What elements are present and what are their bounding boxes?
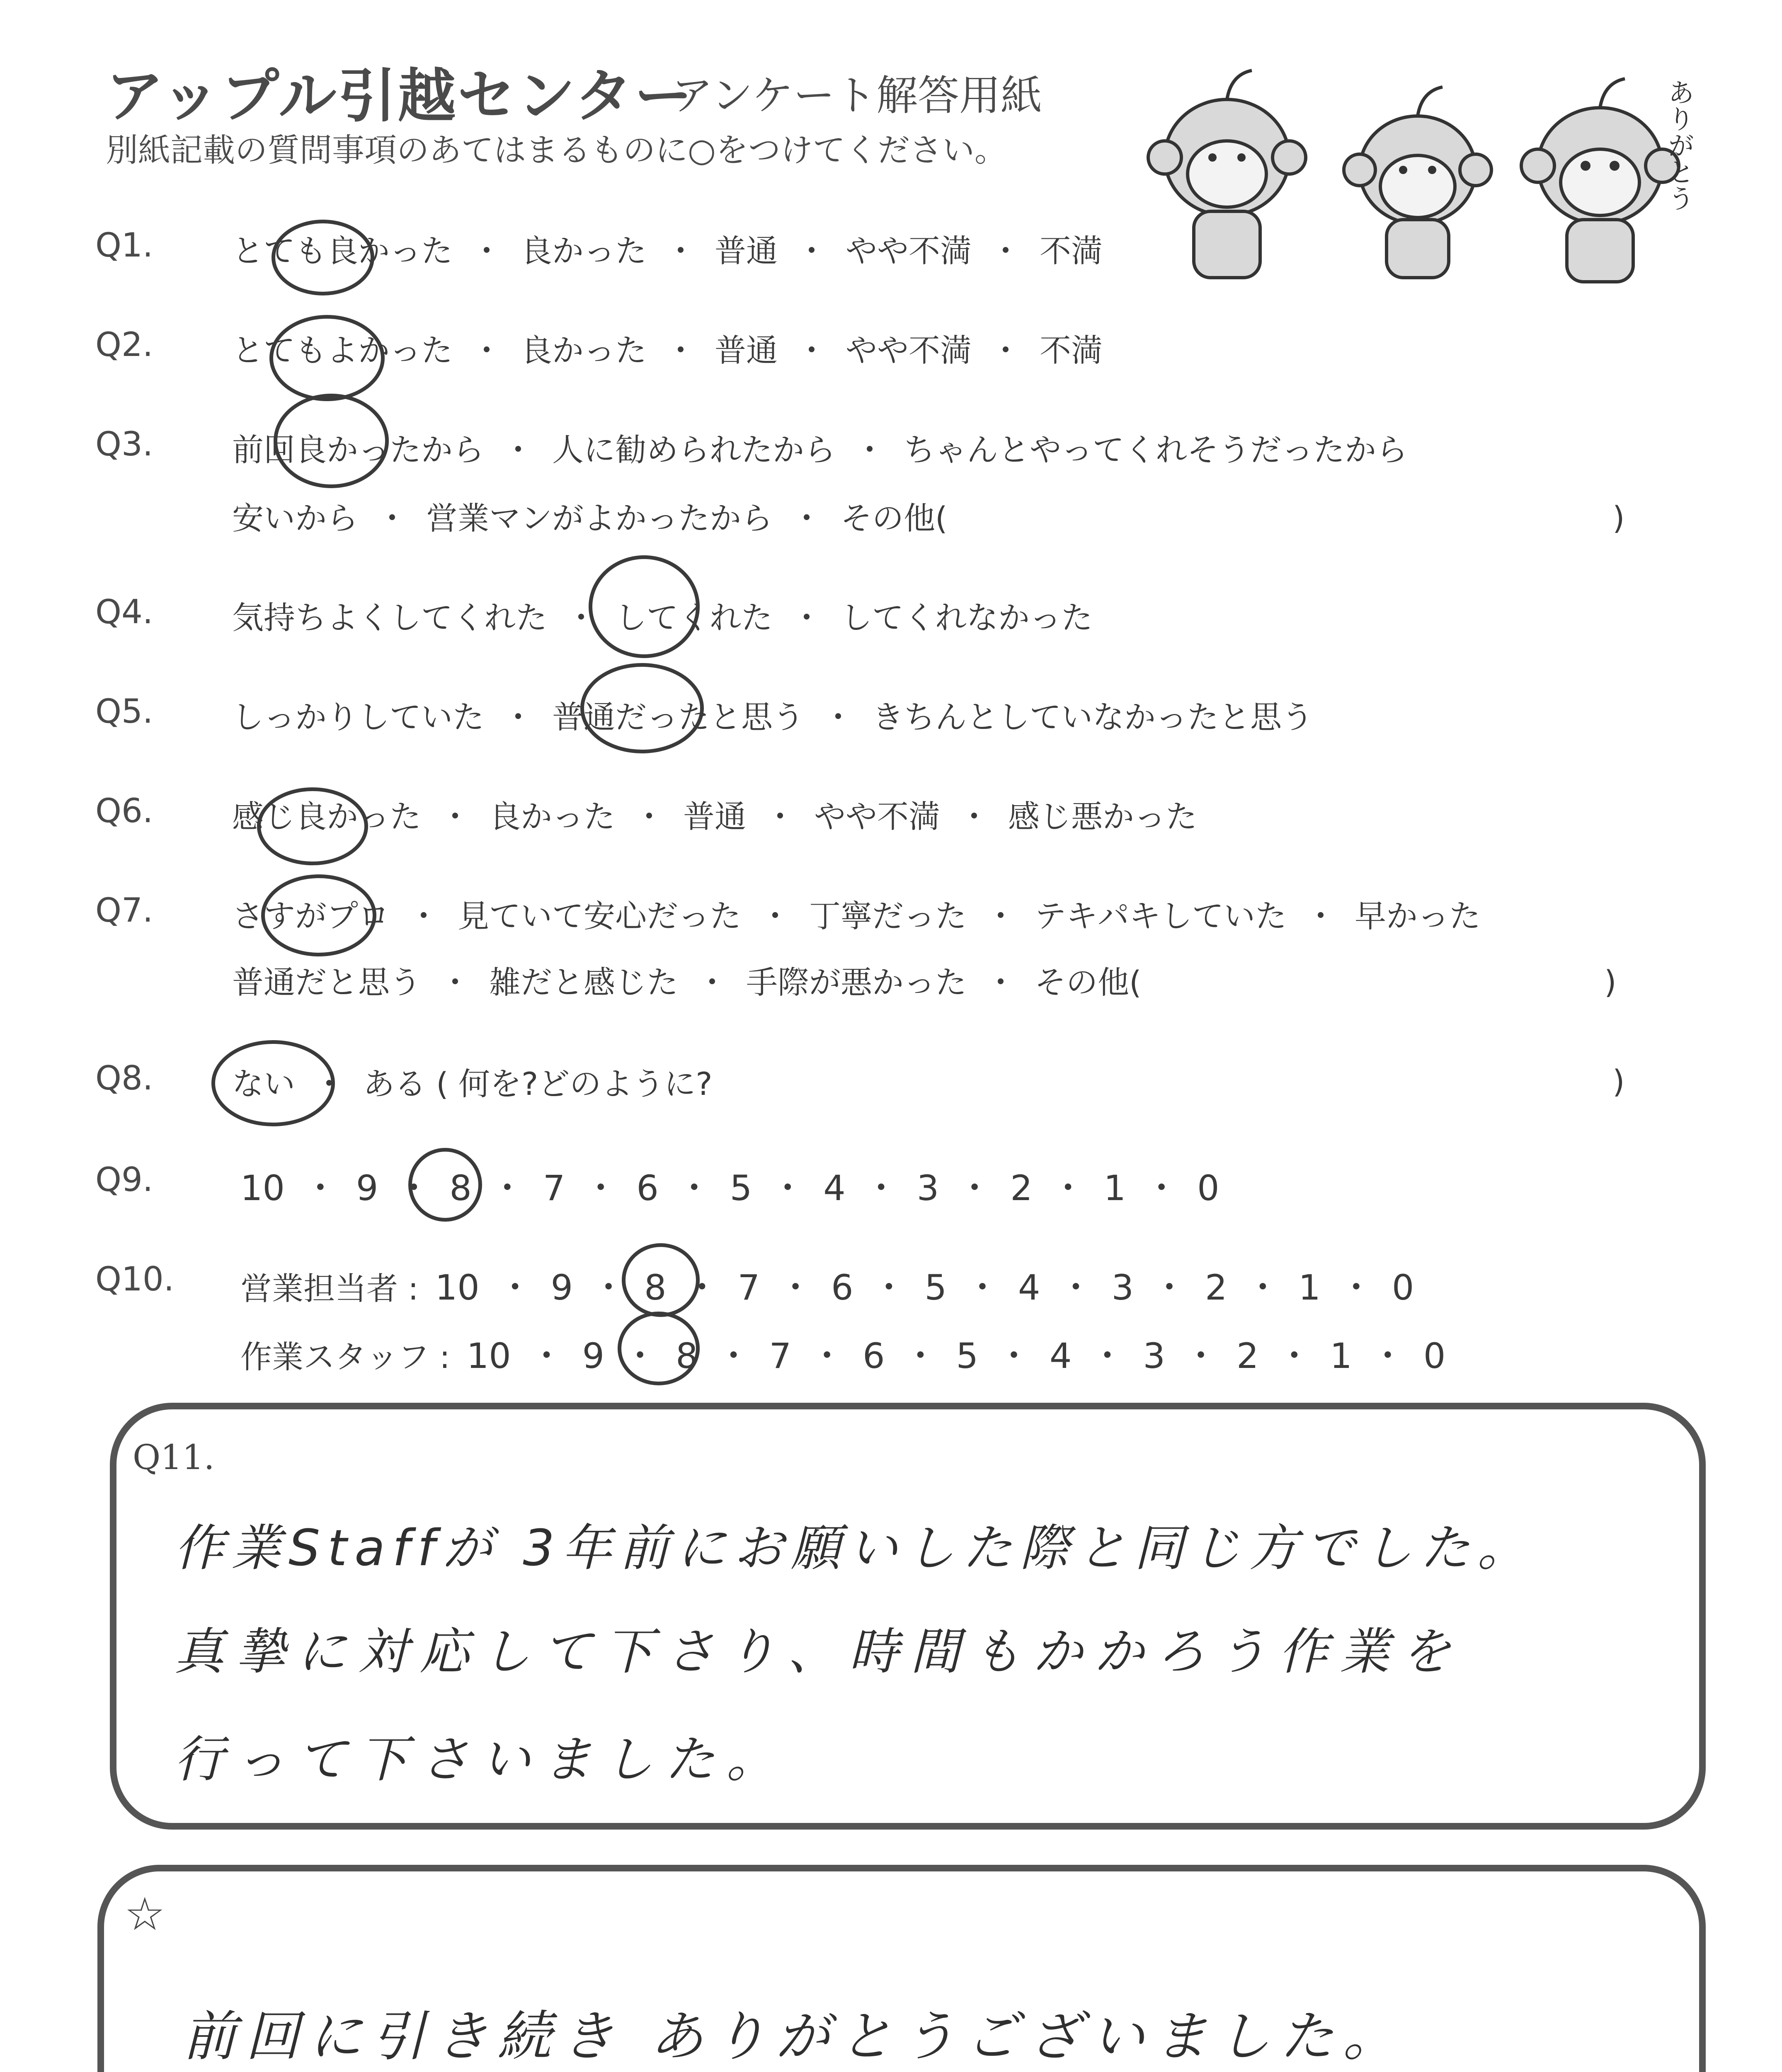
q3-close-paren: ) <box>1612 499 1625 536</box>
q2-option[interactable]: 普通 <box>715 332 778 369</box>
q9-selection-circle <box>408 1148 482 1222</box>
q7-option[interactable]: さすがプロ <box>232 898 390 934</box>
q9-score[interactable]: 7 <box>543 1168 565 1208</box>
q6-options: 感じ良かった ・ 良かった ・ 普通 ・ やや不満 ・ 感じ悪かった <box>232 798 1197 835</box>
q7-option[interactable]: 早かった <box>1355 898 1481 934</box>
q10-sales-label: 営業担当者 : <box>240 1270 419 1307</box>
q3-option[interactable]: ちゃんとやってくれそうだったから <box>904 431 1408 468</box>
q10-staff-score[interactable]: 1 <box>1330 1336 1352 1376</box>
q10-staff-score[interactable]: 0 <box>1423 1336 1446 1376</box>
q9-score[interactable]: 10 <box>240 1168 285 1208</box>
q2-options: とてもよかった ・ 良かった ・ 普通 ・ やや不満 ・ 不満 <box>232 332 1103 369</box>
q6-option[interactable]: 感じ悪かった <box>1008 798 1197 835</box>
q4-selection-circle <box>589 555 700 658</box>
q6-option[interactable]: 良かった <box>489 798 615 835</box>
q10-sales-score[interactable]: 4 <box>1018 1267 1040 1308</box>
q8-options: ない ・ ある ( 何を?どのように? <box>232 1065 713 1102</box>
q8-selection-circle <box>211 1040 335 1126</box>
q4-options: 気持ちよくしてくれた ・ してくれた ・ してくれなかった <box>232 599 1093 636</box>
q4-option[interactable]: 気持ちよくしてくれた <box>232 599 547 636</box>
q8-number: Q8. <box>95 1059 153 1097</box>
q3-number: Q3. <box>95 425 153 463</box>
q2-number: Q2. <box>95 325 153 364</box>
q2-option[interactable]: 良かった <box>521 332 647 369</box>
q10-sales-score[interactable]: 5 <box>924 1267 947 1308</box>
q10-sales-score[interactable]: 1 <box>1298 1267 1321 1308</box>
q7-option[interactable]: テキパキしていた <box>1035 898 1287 934</box>
q10-sales-score[interactable]: 9 <box>550 1267 573 1308</box>
q5-option[interactable]: しっかりしていた <box>232 699 484 736</box>
q10-staff-score[interactable]: 3 <box>1143 1336 1165 1376</box>
q5-options: しっかりしていた ・ 普通だったと思う ・ きちんとしていなかったと思う <box>232 699 1313 736</box>
q6-option[interactable]: 感じ良かった <box>232 798 421 835</box>
q2-selection-circle <box>269 315 385 401</box>
q1-option[interactable]: 良かった <box>521 232 647 269</box>
q1-option[interactable]: とても良かった <box>232 232 453 269</box>
q10-sales-score[interactable]: 7 <box>737 1267 760 1308</box>
q7-option[interactable]: 普通だと思う <box>232 964 421 1001</box>
q7-option[interactable]: 丁寧だった <box>809 898 967 934</box>
q4-option[interactable]: してくれなかった <box>841 599 1093 636</box>
q9-score[interactable]: 0 <box>1197 1168 1220 1208</box>
q10-staff-score[interactable]: 5 <box>956 1336 978 1376</box>
q8-close-paren: ) <box>1612 1063 1625 1100</box>
q9-score[interactable]: 1 <box>1103 1168 1126 1208</box>
q10-staff-row: 作業スタッフ : 10 ・ 9 ・ 8 ・ 7 ・ 6 ・ 5 ・ 4 ・ 3 ・ 2 ・ 1 ・ 0 <box>240 1336 1446 1376</box>
monkey-mascots-illustration <box>1132 54 1712 286</box>
q3-options-line1: 前回良かったから ・ 人に勧められたから ・ ちゃんとやってくれそうだったから <box>232 431 1408 468</box>
q8-option-no[interactable]: ない <box>232 1065 295 1102</box>
q6-option[interactable]: 普通 <box>683 798 746 835</box>
q6-number: Q6. <box>95 792 153 830</box>
q9-score[interactable]: 3 <box>916 1168 939 1208</box>
q7-option[interactable]: 雑だと感じた <box>489 964 678 1001</box>
q10-number: Q10. <box>95 1260 175 1298</box>
q3-option[interactable]: 安いから <box>232 500 358 537</box>
q9-score[interactable]: 6 <box>636 1168 659 1208</box>
q5-option[interactable]: きちんとしていなかったと思う <box>872 699 1313 736</box>
q7-option-other[interactable]: その他( <box>1035 964 1142 1001</box>
q5-number: Q5. <box>95 692 153 731</box>
form-subtitle: アンケート解答用紙 <box>672 71 1042 120</box>
q9-score[interactable]: 4 <box>823 1168 846 1208</box>
q9-score[interactable]: 5 <box>730 1168 752 1208</box>
q10-sales-score[interactable]: 6 <box>831 1267 853 1308</box>
q4-option[interactable]: してくれた <box>615 599 773 636</box>
q10-sales-row: 営業担当者 : 10 ・ 9 ・ 8 ・ 7 ・ 6 ・ 5 ・ 4 ・ 3 ・ 2 ・ 1 ・ 0 <box>240 1267 1414 1308</box>
q3-option[interactable]: 人に勧められたから <box>552 431 836 468</box>
q10-staff-label: 作業スタッフ : <box>240 1339 450 1375</box>
q10-sales-selection-circle <box>622 1243 700 1317</box>
mascot-caption: ありがとう <box>1663 79 1694 211</box>
q10-sales-score[interactable]: 0 <box>1392 1267 1414 1308</box>
q7-options-line1: さすがプロ ・ 見ていて安心だった ・ 丁寧だった ・ テキパキしていた ・ 早かった <box>232 898 1481 934</box>
q1-number: Q1. <box>95 226 153 264</box>
q2-option[interactable]: とてもよかった <box>232 332 453 369</box>
q1-selection-circle <box>272 220 374 295</box>
q10-staff-score[interactable]: 8 <box>676 1336 698 1376</box>
q11-label: Q11. <box>133 1438 215 1477</box>
q7-options-line2: 普通だと思う ・ 雑だと感じた ・ 手際が悪かった ・ その他( <box>232 964 1142 1001</box>
q7-number: Q7. <box>95 891 153 929</box>
q3-option[interactable]: 営業マンがよかったから <box>426 500 773 537</box>
q11-handwritten-line: 行って下さいました。 <box>174 1731 788 1789</box>
q10-sales-score[interactable]: 2 <box>1205 1267 1227 1308</box>
q7-selection-circle <box>261 874 376 956</box>
q7-option[interactable]: 見ていて安心だった <box>458 898 741 934</box>
q7-option[interactable]: 手際が悪かった <box>746 964 967 1001</box>
form-instruction: 別紙記載の質問事項のあてはまるものに○をつけてください。 <box>106 132 1007 169</box>
q4-number: Q4. <box>95 593 153 631</box>
q1-option[interactable]: 不満 <box>1040 232 1103 269</box>
q10-staff-score[interactable]: 9 <box>582 1336 605 1376</box>
q10-staff-selection-circle <box>618 1312 700 1385</box>
q9-score[interactable]: 9 <box>356 1168 378 1208</box>
q7-close-paren: ) <box>1604 963 1617 1000</box>
star-icon: ☆ <box>124 1888 165 1941</box>
q3-options-line2: 安いから ・ 営業マンがよかったから ・ その他( <box>232 500 948 537</box>
q6-option[interactable]: やや不満 <box>814 798 940 835</box>
q2-option[interactable]: やや不満 <box>846 332 972 369</box>
q9-scale: 10 ・ 9 ・ 8 ・ 7 ・ 6 ・ 5 ・ 4 ・ 3 ・ 2 ・ 1 ・ 0 <box>240 1168 1220 1208</box>
q3-option[interactable]: 前回良かったから <box>232 431 484 468</box>
star-handwritten-line: 前回に引き続き ありがとうございました。 <box>182 2005 1406 2068</box>
form-title: アップル引越センター <box>106 63 694 130</box>
q9-number: Q9. <box>95 1160 153 1199</box>
q10-staff-score[interactable]: 2 <box>1236 1336 1259 1376</box>
q10-sales-score[interactable]: 10 <box>435 1267 480 1308</box>
q10-sales-score[interactable]: 3 <box>1111 1267 1134 1308</box>
q8-option-yes[interactable]: ある ( 何を?どのように? <box>363 1065 713 1102</box>
q1-option[interactable]: 普通 <box>715 232 778 269</box>
q1-options: とても良かった ・ 良かった ・ 普通 ・ やや不満 ・ 不満 <box>232 232 1103 269</box>
q5-option[interactable]: 普通だったと思う <box>552 699 804 736</box>
q9-score[interactable]: 2 <box>1010 1168 1033 1208</box>
q1-option[interactable]: やや不満 <box>846 232 972 269</box>
q6-selection-circle <box>257 787 368 865</box>
q11-handwritten-line: 真摯に対応して下さり、時間もかかろう作業を <box>174 1623 1462 1681</box>
q3-selection-circle <box>274 394 389 488</box>
q10-sales-score[interactable]: 8 <box>644 1267 667 1308</box>
q3-option-other[interactable]: その他( <box>841 500 948 537</box>
q11-handwritten-line: 作業Staffが 3年前にお願いした際と同じ方でした。 <box>174 1520 1535 1577</box>
q2-option[interactable]: 不満 <box>1040 332 1103 369</box>
q9-score[interactable]: 8 <box>449 1168 472 1208</box>
q10-staff-score[interactable]: 6 <box>863 1336 885 1376</box>
q10-staff-score[interactable]: 10 <box>466 1336 511 1376</box>
q10-staff-score[interactable]: 4 <box>1050 1336 1072 1376</box>
q5-selection-circle <box>580 663 704 753</box>
q10-staff-score[interactable]: 7 <box>769 1336 792 1376</box>
